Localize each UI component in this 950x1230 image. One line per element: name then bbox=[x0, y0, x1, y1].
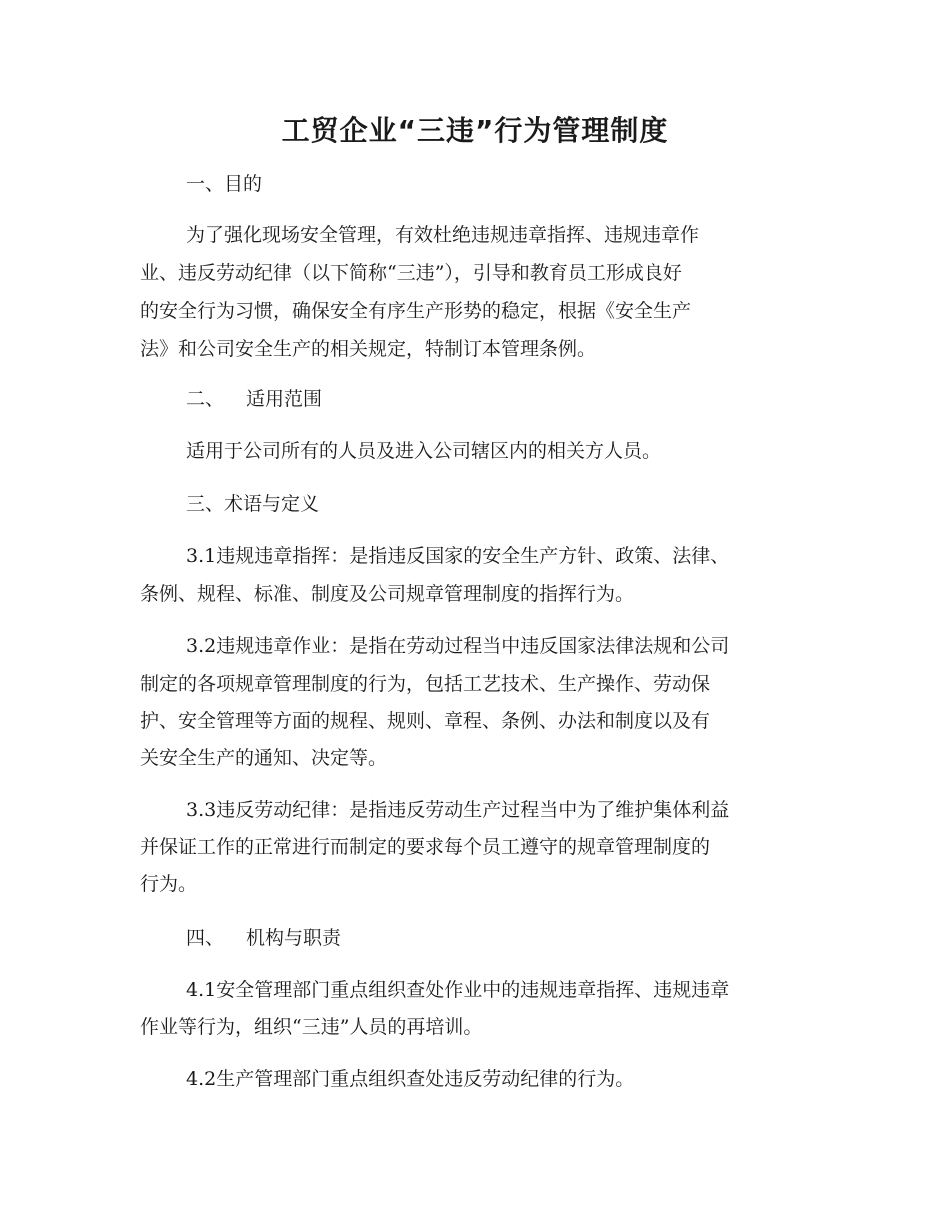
paragraph-line: 关安全生产的通知、决定等。 bbox=[140, 747, 388, 769]
section-heading-organization bbox=[186, 923, 341, 953]
paragraph-line: 制定的各项规章管理制度的行为，包括工艺技术、生产操作、劳动保 bbox=[140, 673, 711, 695]
paragraph-line: 行为。 bbox=[140, 873, 198, 895]
section-heading-text: 适用范围 bbox=[246, 388, 323, 410]
section-heading-purpose: 一、目的 bbox=[186, 173, 263, 195]
paragraph-line: 的安全行为习惯，确保安全有序生产形势的稳定，根据《安全生产 bbox=[140, 300, 692, 322]
paragraph-line: 3.2违规违章作业：是指在劳动过程当中违反国家法律法规和公司 bbox=[186, 635, 730, 657]
paragraph-line: 业、违反劳动纪律（以下简称“三违”），引导和教育员工形成良好 bbox=[140, 262, 682, 284]
section-heading-terms: 三、术语与定义 bbox=[186, 493, 320, 515]
section-number: 二、 bbox=[186, 388, 225, 410]
paragraph-line: 3.1违规违章指挥：是指违反国家的安全生产方针、政策、法律、 bbox=[186, 545, 730, 567]
paragraph-line: 护、安全管理等方面的规程、规则、章程、条例、办法和制度以及有 bbox=[140, 710, 711, 732]
section-heading-scope bbox=[186, 384, 322, 414]
paragraph-line: 4.1安全管理部门重点组织查处作业中的违规违章指挥、违规违章 bbox=[186, 979, 730, 1001]
document-title: 工贸企业“三违”行为管理制度 bbox=[281, 114, 669, 147]
paragraph-line: 为了强化现场安全管理，有效杜绝违规违章指挥、违规违章作 bbox=[186, 224, 700, 246]
paragraph-line: 作业等行为，组织“三违”人员的再培训。 bbox=[140, 1016, 483, 1038]
paragraph-line: 条例、规程、标准、制度及公司规章管理制度的指挥行为。 bbox=[140, 583, 635, 605]
paragraph-line: 适用于公司所有的人员及进入公司辖区内的相关方人员。 bbox=[186, 440, 662, 462]
paragraph-line: 3.3违反劳动纪律：是指违反劳动生产过程当中为了维护集体利益 bbox=[186, 799, 730, 821]
paragraph-line: 法》和公司安全生产的相关规定，特制订本管理条例。 bbox=[140, 338, 597, 360]
section-number: 四、 bbox=[186, 927, 225, 949]
paragraph-line: 并保证工作的正常进行而制定的要求每个员工遵守的规章管理制度的 bbox=[140, 836, 711, 858]
paragraph-line: 4.2生产管理部门重点组织查处违反劳动纪律的行为。 bbox=[186, 1068, 635, 1090]
section-heading-text: 机构与职责 bbox=[246, 927, 342, 949]
